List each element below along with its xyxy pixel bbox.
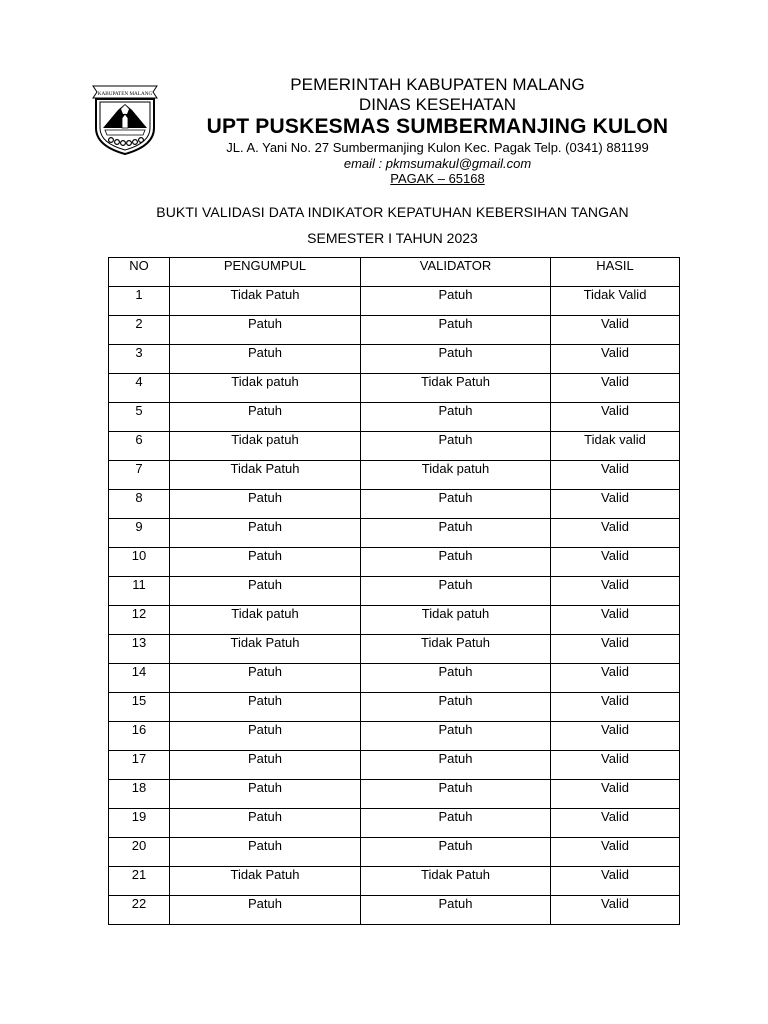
table-row	[109, 490, 680, 519]
cell-no: 15	[109, 693, 170, 722]
cell-pengumpul: Tidak patuh	[170, 432, 361, 461]
cell-pengumpul: Tidak Patuh	[170, 635, 361, 664]
cell-hasil: Tidak valid	[551, 432, 680, 461]
cell-validator: Tidak Patuh	[361, 635, 551, 664]
cell-pengumpul: Patuh	[170, 519, 361, 548]
table-row	[109, 519, 680, 548]
cell-pengumpul: Patuh	[170, 577, 361, 606]
cell-pengumpul: Patuh	[170, 693, 361, 722]
cell-pengumpul: Tidak Patuh	[170, 867, 361, 896]
cell-pengumpul: Patuh	[170, 490, 361, 519]
table-row	[109, 374, 680, 403]
cell-hasil: Valid	[551, 867, 680, 896]
government-name: PEMERINTAH KABUPATEN MALANG	[290, 75, 585, 94]
column-header-hasil: HASIL	[551, 258, 680, 287]
cell-no: 1	[109, 287, 170, 316]
cell-pengumpul: Patuh	[170, 722, 361, 751]
cell-validator: Patuh	[361, 780, 551, 809]
cell-validator: Patuh	[361, 693, 551, 722]
cell-no: 12	[109, 606, 170, 635]
table-row	[109, 809, 680, 838]
cell-no: 3	[109, 345, 170, 374]
table-row	[109, 548, 680, 577]
table-row	[109, 577, 680, 606]
cell-pengumpul: Patuh	[170, 809, 361, 838]
cell-no: 13	[109, 635, 170, 664]
cell-no: 19	[109, 809, 170, 838]
cell-hasil: Valid	[551, 316, 680, 345]
cell-validator: Tidak Patuh	[361, 374, 551, 403]
cell-validator: Patuh	[361, 838, 551, 867]
cell-no: 14	[109, 664, 170, 693]
cell-pengumpul: Tidak patuh	[170, 374, 361, 403]
cell-validator: Patuh	[361, 577, 551, 606]
cell-hasil: Valid	[551, 780, 680, 809]
cell-no: 18	[109, 780, 170, 809]
table-row	[109, 722, 680, 751]
logo-banner-text: KABUPATEN MALANG	[97, 91, 153, 97]
cell-no: 6	[109, 432, 170, 461]
cell-validator: Patuh	[361, 751, 551, 780]
cell-pengumpul: Patuh	[170, 896, 361, 925]
table-row	[109, 896, 680, 925]
cell-hasil: Valid	[551, 577, 680, 606]
cell-hasil: Valid	[551, 693, 680, 722]
cell-validator: Patuh	[361, 432, 551, 461]
cell-hasil: Valid	[551, 606, 680, 635]
postal-code: PAGAK – 65168	[390, 171, 485, 186]
kabupaten-malang-emblem-icon	[91, 84, 159, 156]
cell-no: 2	[109, 316, 170, 345]
column-header-no: NO	[109, 258, 170, 287]
table-row	[109, 432, 680, 461]
document-subtitle: SEMESTER I TAHUN 2023	[307, 230, 478, 246]
cell-hasil: Valid	[551, 345, 680, 374]
cell-no: 10	[109, 548, 170, 577]
table-row	[109, 751, 680, 780]
cell-no: 4	[109, 374, 170, 403]
cell-pengumpul: Patuh	[170, 316, 361, 345]
cell-no: 7	[109, 461, 170, 490]
table-row	[109, 606, 680, 635]
table-row	[109, 461, 680, 490]
table-body	[109, 287, 680, 925]
table-row	[109, 316, 680, 345]
table-row	[109, 838, 680, 867]
cell-hasil: Valid	[551, 548, 680, 577]
email: email : pkmsumakul@gmail.com	[343, 156, 532, 171]
cell-pengumpul: Patuh	[170, 548, 361, 577]
cell-no: 11	[109, 577, 170, 606]
cell-hasil: Valid	[551, 490, 680, 519]
table-row	[109, 287, 680, 316]
cell-no: 22	[109, 896, 170, 925]
table-row	[109, 345, 680, 374]
cell-pengumpul: Patuh	[170, 403, 361, 432]
table-row	[109, 664, 680, 693]
cell-hasil: Valid	[551, 403, 680, 432]
cell-validator: Patuh	[361, 722, 551, 751]
letterhead	[170, 74, 705, 186]
cell-validator: Patuh	[361, 519, 551, 548]
cell-no: 20	[109, 838, 170, 867]
cell-validator: Patuh	[361, 403, 551, 432]
cell-validator: Patuh	[361, 809, 551, 838]
cell-pengumpul: Patuh	[170, 345, 361, 374]
cell-no: 8	[109, 490, 170, 519]
cell-validator: Patuh	[361, 664, 551, 693]
cell-hasil: Valid	[551, 519, 680, 548]
cell-validator: Tidak patuh	[361, 606, 551, 635]
department-name: DINAS KESEHATAN	[358, 95, 517, 114]
cell-no: 21	[109, 867, 170, 896]
cell-hasil: Valid	[551, 838, 680, 867]
table-row	[109, 403, 680, 432]
cell-validator: Patuh	[361, 548, 551, 577]
cell-validator: Patuh	[361, 287, 551, 316]
cell-hasil: Tidak Valid	[551, 287, 680, 316]
cell-pengumpul: Patuh	[170, 838, 361, 867]
address: JL. A. Yani No. 27 Sumbermanjing Kulon Kec. Pagak Telp. (0341) 881199	[226, 140, 649, 155]
column-header-pengumpul: PENGUMPUL	[170, 258, 361, 287]
cell-hasil: Valid	[551, 809, 680, 838]
cell-no: 5	[109, 403, 170, 432]
cell-pengumpul: Patuh	[170, 780, 361, 809]
cell-validator: Patuh	[361, 345, 551, 374]
table-header-row	[109, 258, 680, 287]
cell-no: 9	[109, 519, 170, 548]
cell-no: 16	[109, 722, 170, 751]
cell-validator: Patuh	[361, 490, 551, 519]
table-row	[109, 693, 680, 722]
table-row	[109, 635, 680, 664]
cell-hasil: Valid	[551, 896, 680, 925]
cell-hasil: Valid	[551, 751, 680, 780]
table-row	[109, 780, 680, 809]
cell-validator: Patuh	[361, 316, 551, 345]
cell-hasil: Valid	[551, 722, 680, 751]
column-header-validator: VALIDATOR	[361, 258, 551, 287]
cell-hasil: Valid	[551, 461, 680, 490]
cell-hasil: Valid	[551, 664, 680, 693]
document-title: BUKTI VALIDASI DATA INDIKATOR KEPATUHAN KEBERSIHAN TANGAN	[156, 204, 629, 220]
cell-validator: Patuh	[361, 896, 551, 925]
cell-pengumpul: Tidak Patuh	[170, 461, 361, 490]
cell-pengumpul: Tidak Patuh	[170, 287, 361, 316]
cell-pengumpul: Patuh	[170, 664, 361, 693]
cell-hasil: Valid	[551, 635, 680, 664]
cell-hasil: Valid	[551, 374, 680, 403]
cell-no: 17	[109, 751, 170, 780]
institution-name: UPT PUSKESMAS SUMBERMANJING KULON	[206, 115, 669, 138]
cell-validator: Tidak patuh	[361, 461, 551, 490]
cell-pengumpul: Patuh	[170, 751, 361, 780]
cell-pengumpul: Tidak patuh	[170, 606, 361, 635]
table-row	[109, 867, 680, 896]
cell-validator: Tidak Patuh	[361, 867, 551, 896]
validation-table	[108, 257, 680, 925]
